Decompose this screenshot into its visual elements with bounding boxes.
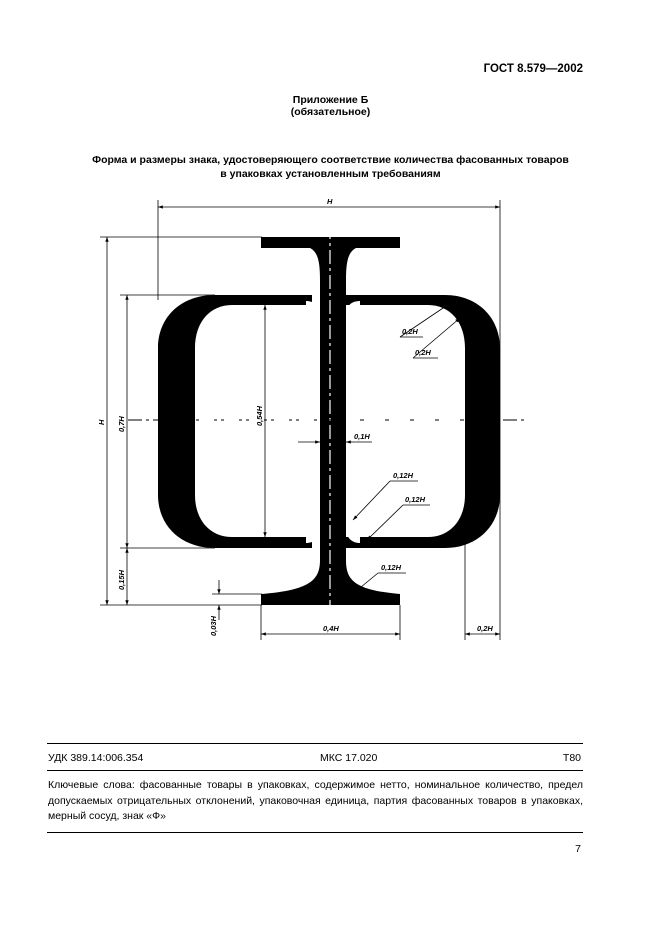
conformity-mark-drawing bbox=[0, 190, 661, 650]
udk-code: УДК 389.14:006.354 bbox=[48, 752, 144, 764]
footer-rule-top bbox=[47, 743, 583, 744]
classification-code: Т80 bbox=[562, 752, 581, 764]
footer-rule-bottom bbox=[47, 832, 583, 833]
page-number: 7 bbox=[575, 843, 581, 855]
keywords: Ключевые слова: фасованные товары в упаковках, содержимое нетто, номинальное количество, предел допускаемых отрицательных отклонений, упаковочная единица, партия фасованных товаров в упаковках, мерный сосуд, знак «Ф» bbox=[48, 779, 583, 822]
dim-h-left: H bbox=[97, 419, 106, 425]
dim-02h-bottom: 0,2H bbox=[477, 624, 493, 633]
footer-rule-middle bbox=[47, 770, 583, 771]
stem-gap-right bbox=[346, 301, 360, 543]
dim-02h-a: 0,2H bbox=[402, 327, 418, 336]
dim-07h: 0,7H bbox=[117, 416, 126, 432]
document-code: ГОСТ 8.579—2002 bbox=[483, 63, 583, 75]
figure-title-line-1: Форма и размеры знака, удостоверяющего соответствие количества фасованных товаров bbox=[92, 154, 569, 166]
appendix-title: Приложение Б bbox=[292, 94, 369, 106]
figure-title bbox=[40, 153, 621, 181]
dim-04h: 0,4H bbox=[323, 624, 339, 633]
stem-gap-left bbox=[306, 301, 320, 543]
dim-015h: 0,15H bbox=[117, 569, 126, 590]
mks-code: МКС 17.020 bbox=[320, 752, 378, 764]
left-bowl bbox=[158, 295, 312, 548]
dim-01h: 0,1H bbox=[354, 432, 370, 441]
mark-shape bbox=[158, 237, 500, 605]
dim-012h-b: 0,12H bbox=[405, 495, 426, 504]
dim-012h-a: 0,12H bbox=[393, 471, 414, 480]
right-bowl bbox=[346, 295, 500, 548]
dim-h-top: H bbox=[327, 197, 333, 206]
dim-02h-b: 0,2H bbox=[415, 348, 431, 357]
dim-054h: 0,54H bbox=[255, 405, 264, 426]
dim-003h: 0,03H bbox=[209, 615, 218, 636]
dim-012h-c: 0,12H bbox=[381, 563, 402, 572]
appendix-heading bbox=[0, 94, 661, 118]
appendix-subtitle: (обязательное) bbox=[290, 106, 371, 118]
figure-title-line-2: в упаковках установленным требованиям bbox=[220, 168, 441, 180]
